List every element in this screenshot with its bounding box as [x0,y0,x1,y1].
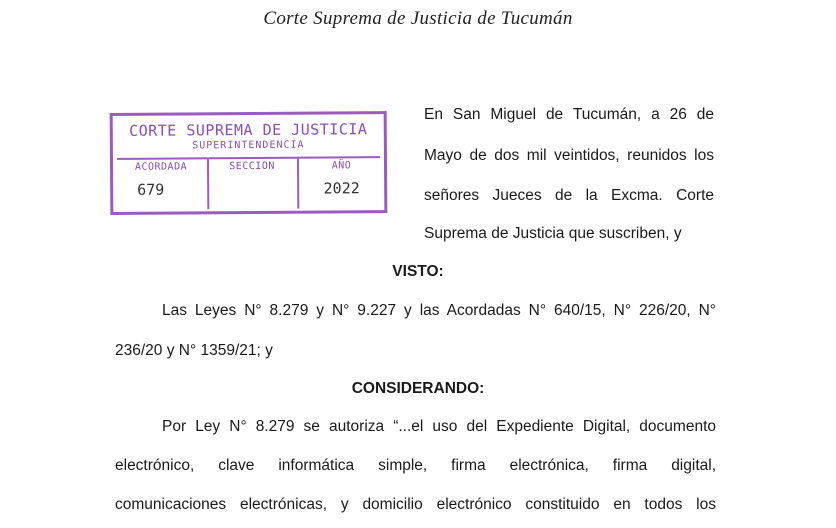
stamp-seccion-label: SECCION [229,160,275,173]
stamp-divider [117,156,380,160]
court-letterhead: Corte Suprema de Justicia de Tucumán [263,8,573,29]
intro-line: Suprema de Justicia que suscriben, y [424,225,682,242]
stamp-acordada-cell [117,161,205,199]
visto-text-line: 236/20 y N° 1359/21; y [115,342,273,359]
stamp-subtitle: SUPERINTENDENCIA [192,139,305,152]
considerando-text-line: Por Ley N° 8.279 se autoriza “...el uso del Expediente Digital, documento [162,418,716,435]
considerando-heading: CONSIDERANDO: [351,380,485,397]
stamp-year-label: AÑO [331,160,352,172]
visto-text-line: Las Leyes N° 8.279 y N° 9.227 y las Acordadas N° 640/15, N° 226/20, N° [162,302,716,319]
visto-heading: VISTO: [392,263,444,280]
stamp-acordada-label: ACORDADA [134,161,188,173]
stamp-title: CORTE SUPREMA DE JUSTICIA [129,120,368,140]
stamp-seccion-value [209,180,295,181]
stamp-acordada-number: 679 [137,180,165,199]
intro-line: Mayo de dos mil veintidos, reunidos los [424,147,714,164]
intro-line: En San Miguel de Tucumán, a 26 de [424,106,714,123]
stamp-seccion-cell [209,161,295,181]
acordada-stamp [110,111,388,215]
stamp-year-cell [299,160,384,198]
intro-line: señores Jueces de la Excma. Corte [424,187,714,204]
considerando-text-line: electrónico, clave informática simple, firma electrónica, firma digital, [115,457,716,474]
considerando-text-line: comunicaciones electrónicas, y domicilio electrónico constituido en todos los [115,496,716,513]
stamp-year: 2022 [323,179,360,198]
